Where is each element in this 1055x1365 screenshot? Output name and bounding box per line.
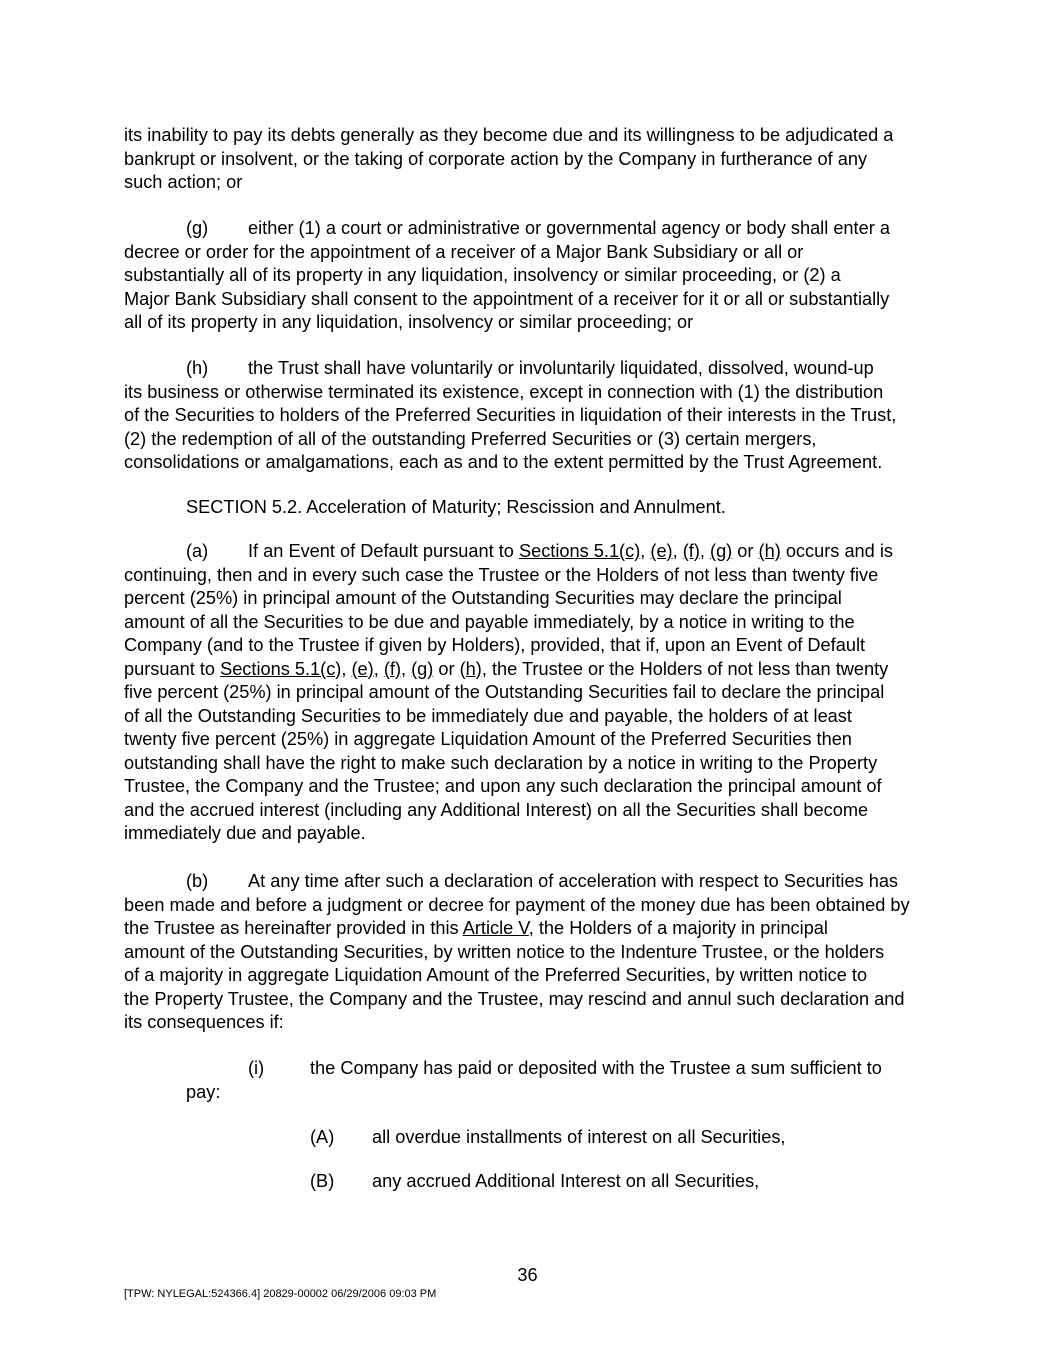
text-run: ,	[672, 541, 683, 561]
clause-text: the Trust shall have voluntarily or involuntarily liquidated, dissolved, wound-up	[248, 358, 874, 378]
item-text: any accrued Additional Interest on all Securities,	[372, 1171, 760, 1191]
text-line: of all the Outstanding Securities to be immediately due and payable, the holders of at least	[124, 705, 852, 726]
text-run: ,	[699, 541, 711, 561]
paragraph-a	[124, 540, 934, 846]
item-text: the Company has paid or deposited with the Trustee a sum sufficient to	[310, 1058, 882, 1078]
section-heading	[124, 496, 934, 520]
clause-label: (a)	[186, 541, 209, 561]
text-line: substantially all of its property in any liquidation, insolvency or similar proceeding, or (2) a	[124, 265, 841, 285]
document-footer: [TPW: NYLEGAL:524366.4] 20829-00002 06/29/2006 09:03 PM	[124, 1288, 437, 1300]
text-line	[124, 658, 934, 682]
item-label: (B)	[310, 1171, 335, 1191]
text-run: or	[732, 541, 759, 561]
cross-reference: (g)	[710, 541, 733, 561]
text-line: continuing, then and in every such case the Trustee or the Holders of not less than twenty five	[124, 564, 879, 585]
cross-reference: (h)	[459, 658, 482, 679]
text-line: its business or otherwise terminated its existence, except in connection with (1) the distribution	[124, 381, 884, 402]
text-line: bankrupt or insolvent, or the taking of corporate action by the Company in furtherance of any	[124, 148, 868, 169]
text-line	[124, 917, 934, 941]
text-line: twenty five percent (25%) in aggregate Liquidation Amount of the Preferred Securities then	[124, 729, 852, 749]
cross-reference: Sections 5.1(c)	[220, 658, 342, 679]
item-text: all overdue installments of interest on all Securities,	[372, 1127, 786, 1147]
text-run: ,	[373, 658, 384, 679]
text-line: its inability to pay its debts generally as they become due and its willingness to be adjudicated a	[124, 125, 894, 145]
text-line: and the accrued interest (including any Additional Interest) on all the Securities shall become	[124, 799, 869, 820]
cross-reference: (f)	[682, 541, 700, 561]
text-line: the Property Trustee, the Company and the Trustee, may rescind and annul such declaration and	[124, 988, 905, 1009]
page-number: 36	[517, 1265, 538, 1285]
text-run: ,	[341, 658, 352, 679]
paragraph-b	[124, 870, 934, 1035]
text-line	[124, 357, 934, 381]
item-i	[124, 1057, 934, 1104]
text-line: outstanding shall have the right to make such declaration by a notice in writing to the Property	[124, 752, 878, 773]
item-label: (i)	[248, 1058, 265, 1078]
text-line	[124, 217, 934, 241]
text-run: ,	[401, 658, 412, 679]
text-line: five percent (25%) in principal amount of the Outstanding Securities fail to declare the principal	[124, 682, 885, 702]
text-run: occurs and is	[780, 541, 893, 561]
text-line: pay:	[186, 1081, 221, 1102]
cross-reference: (h)	[758, 541, 781, 561]
text-run: If an Event of Default pursuant to	[248, 541, 519, 561]
text-line: immediately due and payable.	[124, 823, 366, 843]
item-label: (A)	[310, 1127, 335, 1147]
text-line: amount of all the Securities to be due and payable immediately, by a notice in writing to the	[124, 611, 855, 632]
text-line: such action; or	[124, 172, 243, 192]
text-line: Company (and to the Trustee if given by Holders), provided, that if, upon an Event of Default	[124, 635, 866, 655]
cross-reference: Article V	[462, 918, 529, 938]
text-run: , the Trustee or the Holders of not less than twenty	[481, 658, 889, 679]
text-line: amount of the Outstanding Securities, by written notice to the Indenture Trustee, or the holders	[124, 941, 885, 962]
cross-reference: (e)	[351, 658, 374, 679]
item-A	[124, 1126, 934, 1150]
item-B	[124, 1170, 934, 1194]
text-run: pursuant to	[124, 658, 221, 679]
cross-reference: (e)	[650, 541, 673, 561]
text-run: ,	[640, 541, 651, 561]
text-line: been made and before a judgment or decree for payment of the money due has been obtained by	[124, 894, 910, 915]
cross-reference: (g)	[411, 658, 434, 679]
text-line: of a majority in aggregate Liquidation Amount of the Preferred Securities, by written notice to	[124, 965, 868, 985]
text-line: Major Bank Subsidiary shall consent to the appointment of a receiver for it or all or substantially	[124, 288, 890, 309]
cross-reference: Sections 5.1(c)	[518, 541, 641, 561]
text-line	[124, 1057, 934, 1081]
text-line	[124, 870, 934, 894]
clause-label: (h)	[186, 358, 209, 378]
clause-text: At any time after such a declaration of acceleration with respect to Securities has	[248, 871, 899, 891]
clause-label: (b)	[186, 871, 209, 891]
text-line: (2) the redemption of all of the outstanding Preferred Securities or (3) certain mergers,	[124, 428, 817, 449]
text-run: or	[433, 658, 460, 679]
clause-label: (g)	[186, 218, 209, 238]
text-line: consolidations or amalgamations, each as and to the extent permitted by the Trust Agreement.	[124, 452, 883, 472]
text-line	[124, 1126, 934, 1150]
text-line	[124, 540, 934, 564]
paragraph-h	[124, 357, 934, 475]
text-line: its consequences if:	[124, 1012, 284, 1032]
paragraph-intro	[124, 124, 934, 195]
text-line: Trustee, the Company and the Trustee; and upon any such declaration the principal amount of	[124, 776, 882, 796]
text-run: the Trustee as hereinafter provided in this	[124, 918, 463, 938]
section-title: SECTION 5.2. Acceleration of Maturity; Rescission and Annulment.	[186, 497, 726, 517]
text-line: all of its property in any liquidation, insolvency or similar proceeding; or	[124, 312, 694, 332]
text-line	[124, 1170, 934, 1194]
paragraph-g	[124, 217, 934, 335]
text-line: percent (25%) in principal amount of the Outstanding Securities may declare the principal	[124, 588, 842, 608]
text-run: , the Holders of a majority in principal	[528, 918, 828, 938]
text-line: decree or order for the appointment of a receiver of a Major Bank Subsidiary or all or	[124, 241, 804, 262]
text-line: of the Securities to holders of the Preferred Securities in liquidation of their interests in the Trust,	[124, 405, 897, 425]
clause-text: either (1) a court or administrative or governmental agency or body shall enter a	[248, 218, 890, 238]
cross-reference: (f)	[383, 658, 401, 679]
